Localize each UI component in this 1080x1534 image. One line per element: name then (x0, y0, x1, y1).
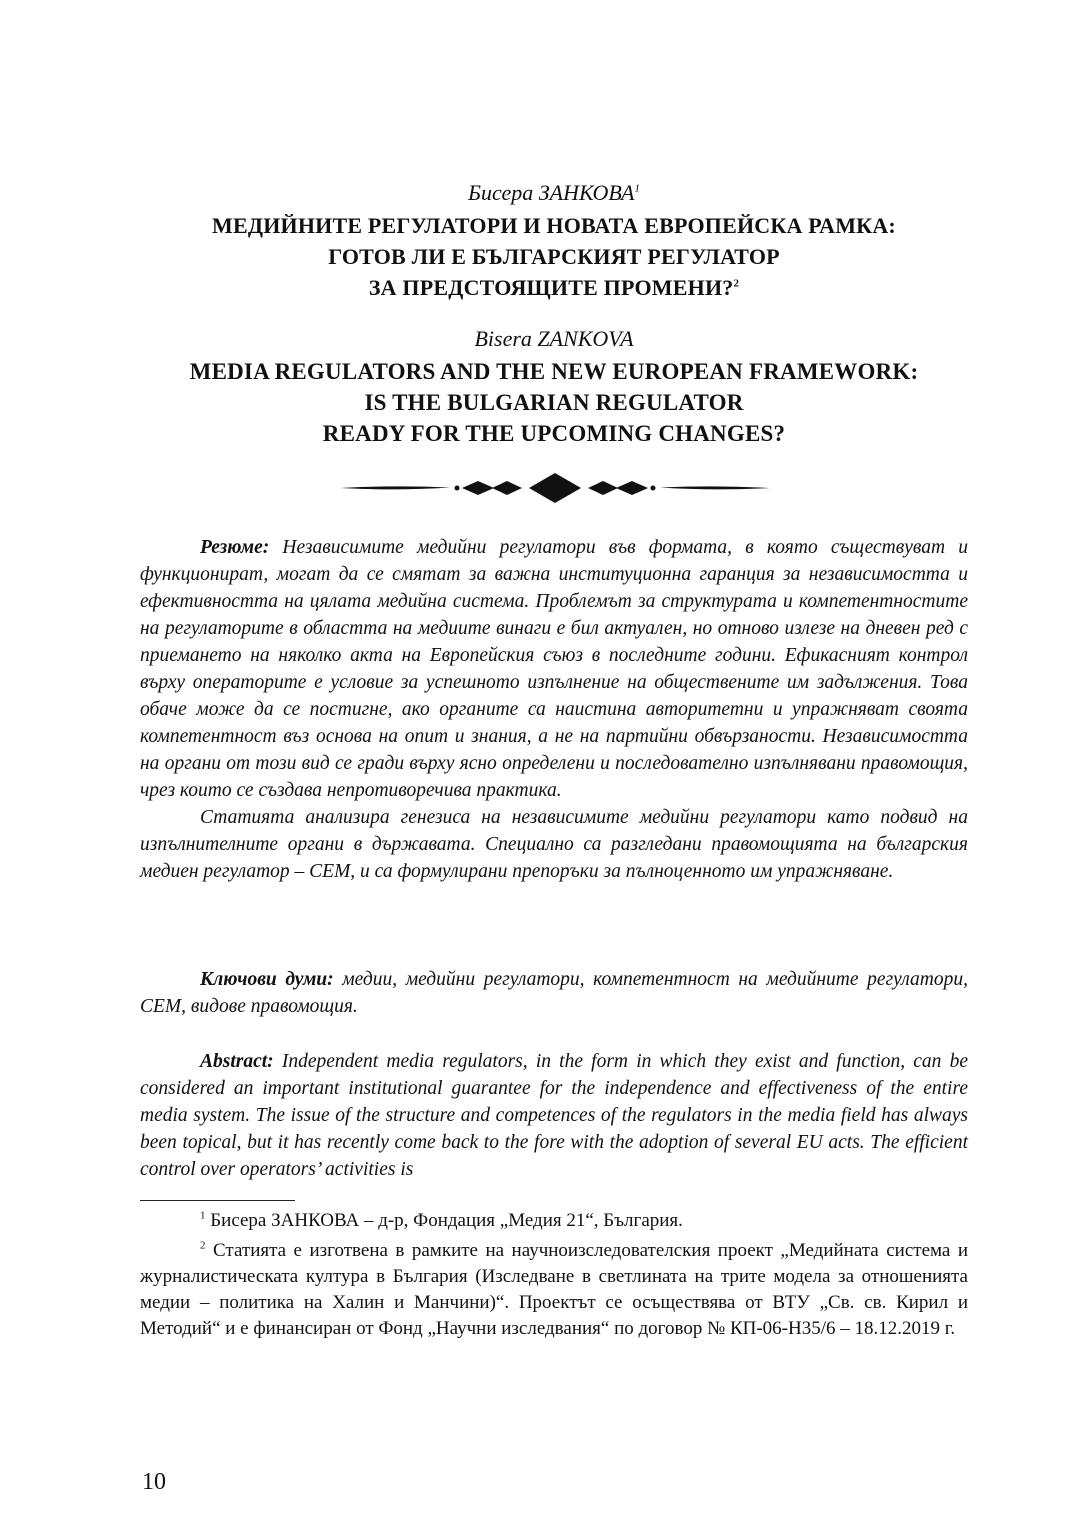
bg-title-line-2: ГОТОВ ЛИ Е БЪЛГАРСКИЯТ РЕГУЛАТОР (328, 244, 780, 269)
footnote-separator (140, 1200, 295, 1201)
en-title-line-3: READY FOR THE UPCOMING CHANGES? (322, 421, 786, 446)
summary-section (140, 534, 968, 885)
en-author: Bisera ZANKOVA (474, 326, 634, 351)
bg-author: Бисера ЗАНКОВА$^1$ (468, 180, 640, 205)
abstract-paragraph: Abstract: Independent media regulators, in the form in which they exist and function, can be considered an important institutional guarantee for the independence and effectiveness of the entire media system. The issue of the structure and competences of the regulators in the media field has always been topical, but it has recently come back to the fore with the adoption of several EU acts. The efficient control over operators’ activities is (140, 1051, 968, 1180)
en-heading (140, 326, 968, 449)
keywords-paragraph: Ключови думи: медии, медийни регулатори, компетентност на медийните регулатори, СЕМ, видове правомощия. (140, 969, 968, 1017)
en-title-line-1: MEDIA REGULATORS AND THE NEW EUROPEAN FRAMEWORK: (189, 359, 919, 384)
abstract-section (140, 1048, 968, 1183)
footnote-1: $^1$ Бисера ЗАНКОВА – д-р, Фондация „Медия 21“, България. (200, 1209, 683, 1231)
bg-title-line-3: ЗА ПРЕДСТОЯЩИТЕ ПРОМЕНИ?$^2$ (368, 275, 740, 300)
page-number: 10 (142, 1469, 166, 1495)
bg-heading (140, 180, 968, 303)
footnote-2: $^2$ Статията е изготвена в рамките на научноизследователския проект „Медийната система и журналистическата култура в България (Изследване в светлината на трите модела за отношенията медии – политика на Халин и Манчини)“. Проектът се осъществява от ВТУ „Св. св. Кирил и Методий“ и е финансиран от Фонд „Научни изследвания“ по договор № КП-06-Н35/6 – 18.12.2019 г. (140, 1239, 968, 1339)
footnote-ref-2[interactable]: 2 (733, 277, 740, 290)
abstract-label: Abstract: (200, 1051, 274, 1072)
summary-paragraph-2: Статията анализира генезиса на независимите медийни регулатори като подвид на изпълнителните органи в държавата. Специално са разгледани правомощията на българския медиен регулатор – СЕМ, и са формулирани препоръки за пълноценното им упражняване. (140, 807, 968, 882)
footnote-ref-1[interactable]: 1 (634, 182, 640, 195)
keywords-label: Ключови думи: (200, 969, 334, 990)
footnotes (140, 1208, 968, 1342)
summary-label: Резюме: (200, 537, 270, 558)
en-title-line-2: IS THE BULGARIAN REGULATOR (364, 390, 744, 415)
bg-title-line-1: МЕДИЙНИТЕ РЕГУЛАТОРИ И НОВАТА ЕВРОПЕЙСКА РАМКА: (212, 213, 896, 238)
keywords-section (140, 966, 968, 1020)
ornament-divider-icon (340, 468, 770, 508)
summary-paragraph-1: Резюме: Независимите медийни регулатори във формата, в която съществуват и функционират, могат да се смятат за важна институционна гаранция за независимостта и ефективността на цялата медийна система. Проблемът за структурата и компетентностите на регулаторите в областта на медиите винаги е бил актуален, но отново излезе на дневен ред с приемането на няколко акта на Европейския съюз в последните години. Ефикасният контрол върху операторите е условие за успешното изпълнение на обществените им задължения. Това обаче може да се постигне, ако органите са наистина авторитетни и упражняват своята компетентност въз основа на опит и знания, а не на партийни обвързаности. Независимостта на органи от този вид се гради върху ясно определени и последователно изпълнявани правомощия, чрез които се създава непротиворечива практика. (140, 537, 968, 801)
